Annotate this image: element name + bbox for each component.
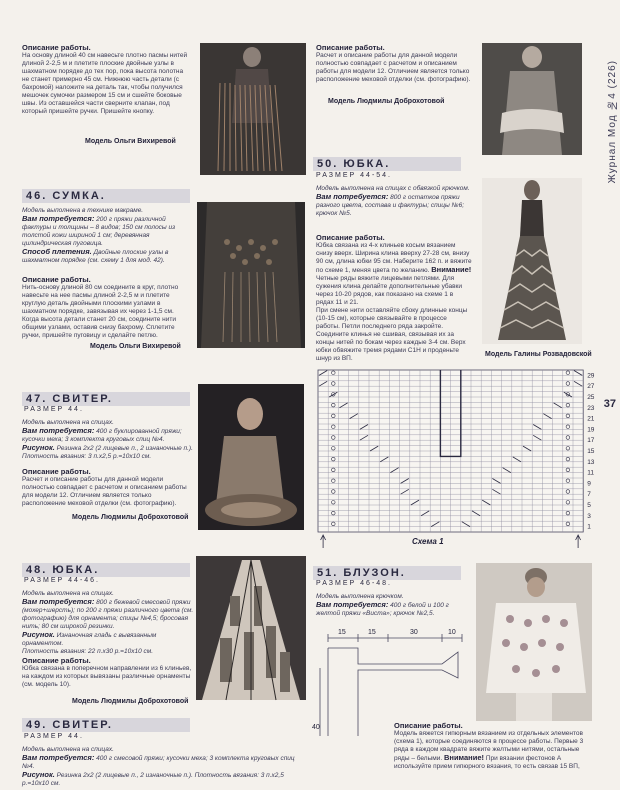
pattern-text: Резинка 2x2 (2 лицевые п., 2 изнаночные п.). bbox=[56, 445, 193, 452]
description-text: Модель вяжется гипюрным вязанием из отдельных элементов (схема 1), которые соединяются в процессе работы. Первые 3 ряда в каждом квадрате вяжите желтыми нитями, остальные ряды – белыми. bbox=[394, 730, 584, 762]
model-46-title: 46. СУМКА. bbox=[22, 189, 190, 203]
scheme-row-label: 21 bbox=[587, 415, 595, 423]
signature: Модель Людмилы Доброхотовой bbox=[72, 698, 189, 705]
model-50-materials bbox=[316, 185, 472, 227]
description-text-3: При смене нити оставляйте сбоку длинные концы (10-15 см), которые связывайте в процессе работы. Петли последнего ряда закройте. Соедините клинья не сшивая, связывая их за концы нитей по бокам через каждые 3-4 см. Верх юбки обвяжите тремя рядами С1Н и проденьте шнур из ВП. bbox=[316, 307, 468, 362]
model-48-size bbox=[24, 577, 100, 584]
scheme-caption: Схема 1 bbox=[412, 537, 444, 546]
size-label: РАЗМЕР bbox=[24, 733, 65, 740]
needs-text: 400 г буклированной пряжи; кусочки меха; 3 комплекта круговых спиц №4. bbox=[22, 428, 182, 443]
attention-label: Внимание! bbox=[431, 265, 472, 274]
dim-left: 40 bbox=[312, 724, 320, 731]
pattern-text: Резинка 2x2 (2 лицевые п., 2 изнаночные п.). Плотность вязания: 3 п.x2,5 р.=10x10 см. bbox=[22, 772, 284, 787]
pattern-label: Рисунок. bbox=[22, 443, 55, 452]
pattern-text: Изнаночная гладь с вывязанным орнаментом. bbox=[22, 632, 157, 647]
scheme-row-label: 19 bbox=[587, 426, 595, 434]
dim-4: 10 bbox=[448, 629, 456, 636]
photo-fur-sweater bbox=[198, 384, 304, 530]
description-heading: Описание работы. bbox=[22, 467, 91, 476]
description-text: Нить-основу длиной 80 см соедините в круг, плотно навесьте на нее пасмы длиной 2-2,5 м и плетите круглую деталь двойными плоскими узлами в шахматном порядке, завязывая их через 1-1,5 см. Когда высота детали станет 20 см, соедините нити общими узлами, оставив снизу бахрому. Сплетите ручки, пришейте пуговицу и сделайте петлю. bbox=[22, 284, 179, 339]
description-text: Расчет и описание работы для данной модели полностью совпадает с расчетом и описанием работы для модели 12. Отличием является только расположение меховой отделки (см. фотографию). bbox=[316, 52, 471, 83]
size-label: РАЗМЕР bbox=[316, 172, 357, 179]
model-51-description bbox=[394, 722, 594, 788]
description-text-1: Юбка связана из 4-х клиньев косым вязанием снизу вверх. Ширина клина вверху 27-28 см, внизу 90 см, длина юбки 95 см. Наберите 162 п. и вяжите по схеме 1, меняя цвета по желанию. bbox=[316, 242, 472, 274]
density-text: Плотность вязания: 3 п.x2,5 р.=10x10 см. bbox=[22, 453, 152, 460]
photo-fur-jacket bbox=[482, 43, 582, 155]
model-49-title: 49. СВИТЕР. bbox=[22, 718, 190, 732]
density-text: Плотность вязания: 22 п.x30 р.=10x10 см. bbox=[22, 648, 153, 655]
needs-text: 800 г остатков пряжи разного цвета, состава и фактуры; спицы №6; крючок №5. bbox=[316, 194, 465, 217]
model-51-materials bbox=[316, 593, 466, 625]
scheme-row-label: 5 bbox=[587, 502, 591, 509]
size-value: 44-54. bbox=[360, 172, 393, 179]
method-label: Способ плетения. bbox=[22, 247, 92, 256]
model-51-title: 51. БЛУЗОН. bbox=[313, 566, 461, 580]
signature: Модель Людмилы Доброхотовой bbox=[328, 98, 445, 105]
model-46-description bbox=[22, 276, 192, 344]
photo-fringe-bag bbox=[200, 43, 306, 175]
model-50-size bbox=[316, 172, 392, 179]
model-46-intro: Модель выполнена в технике макраме. bbox=[22, 207, 144, 214]
scheme-grid bbox=[312, 366, 610, 556]
needs-text: 400 г белой и 100 г желтой пряжи «Виста»; крючок №2,5. bbox=[316, 602, 449, 617]
scheme-row-label: 27 bbox=[587, 383, 595, 391]
signature: Модель Людмилы Доброхотовой bbox=[72, 514, 189, 521]
model-51-intro: Модель выполнена крючком. bbox=[316, 593, 404, 600]
model-49-size bbox=[24, 733, 84, 740]
model-51-size bbox=[316, 580, 392, 587]
photo-zigzag-skirt bbox=[482, 178, 582, 344]
patchwork-skirt-illustration bbox=[196, 556, 306, 700]
needs-label: Вам потребуется: bbox=[22, 597, 95, 606]
scheme-row-label: 29 bbox=[587, 372, 595, 380]
signature: Модель Ольги Вихиревой bbox=[90, 343, 181, 350]
needs-label: Вам потребуется: bbox=[22, 214, 95, 223]
needs-text: 400 г смесовой пряжи; кусочки меха; 3 комплекта круговых спиц №4. bbox=[22, 755, 295, 770]
scheme-1-chart bbox=[312, 366, 610, 556]
signature: Модель Ольги Вихиревой bbox=[85, 138, 176, 145]
model-47-intro: Модель выполнена на спицах. bbox=[22, 419, 114, 426]
model-50-intro: Модель выполнена на спицах с обвязкой крючком. bbox=[316, 185, 470, 192]
description-text: Юбка связана в поперечном направлении из 6 клиньев, на каждом из которых вывязаны различные орнаменты (см. модель 10). bbox=[22, 665, 192, 688]
description-heading: Описание работы. bbox=[316, 43, 385, 52]
scheme-row-label: 13 bbox=[587, 458, 595, 466]
size-value: 46-48. bbox=[360, 580, 393, 587]
description-heading: Описание работы. bbox=[22, 43, 91, 52]
model-47-size bbox=[24, 406, 84, 413]
scheme-row-label: 17 bbox=[587, 437, 595, 445]
photo-patchwork-skirt bbox=[196, 556, 306, 700]
signature: Модель Галины Розвадовской bbox=[485, 351, 592, 358]
dim-1: 15 bbox=[338, 629, 346, 636]
zigzag-skirt-illustration bbox=[482, 178, 582, 344]
scheme-row-label: 11 bbox=[587, 469, 594, 477]
blouson-illustration bbox=[476, 563, 592, 721]
model-46-materials bbox=[22, 207, 192, 275]
scheme-row-label: 25 bbox=[587, 394, 595, 401]
model-49-materials bbox=[22, 746, 306, 787]
size-label: РАЗМЕР bbox=[24, 577, 65, 584]
description-text-2: При вязании фестонов А используйте прием гипюрного вязания, то есть связав 15 ВП, bbox=[394, 755, 580, 770]
scheme-row-label: 23 bbox=[587, 404, 595, 412]
scheme-row-label: 7 bbox=[587, 491, 591, 499]
dim-3: 30 bbox=[410, 629, 418, 636]
scheme-row-label: 15 bbox=[587, 448, 595, 455]
needs-label: Вам потребуется: bbox=[316, 192, 389, 201]
fringe-bag-illustration bbox=[200, 43, 306, 175]
fur-jacket-illustration bbox=[482, 43, 582, 155]
method-text: Двойные плоские узлы в шахматном порядке (см. схему 1 для мод. 42). bbox=[22, 249, 169, 264]
description-heading: Описание работы. bbox=[22, 656, 91, 665]
scheme-row-label: 3 bbox=[587, 512, 591, 520]
model-48-intro: Модель выполнена на спицах. bbox=[22, 590, 114, 597]
model-47-materials bbox=[22, 419, 196, 465]
model-47-description bbox=[22, 468, 196, 518]
model-48-title: 48. ЮБКА. bbox=[22, 563, 190, 577]
model-50-title: 50. ЮБКА. bbox=[313, 157, 461, 171]
description-heading: Описание работы. bbox=[316, 233, 385, 242]
pattern-label: Рисунок. bbox=[22, 770, 55, 779]
model-50-description bbox=[316, 234, 472, 362]
needs-label: Вам потребуется: bbox=[316, 600, 389, 609]
scheme-row-label: 1 bbox=[587, 523, 591, 531]
model-49-intro: Модель выполнена на спицах. bbox=[22, 746, 114, 753]
needs-label: Вам потребуется: bbox=[22, 753, 95, 762]
model-47-title: 47. СВИТЕР. bbox=[22, 392, 190, 406]
size-value: 44. bbox=[68, 733, 84, 740]
size-value: 44. bbox=[68, 406, 84, 413]
macrame-bag-illustration bbox=[197, 202, 305, 348]
model-48-description bbox=[22, 657, 196, 697]
photo-macrame-bag bbox=[197, 202, 305, 348]
fur-sweater-illustration bbox=[198, 384, 304, 530]
attention-label: Внимание! bbox=[444, 753, 484, 762]
description-text-2: Четные ряды вяжите лицевыми петлями. Для сужения клина делайте дополнительные убавки через 10-20 рядов, как показано на схеме 1 в рядах 11 и 21. bbox=[316, 275, 463, 306]
pattern-label: Рисунок. bbox=[22, 630, 55, 639]
needs-text: 200 г пряжи различной фактуры и толщины – 8 видов; 150 см полосы из толстой кожи шириной 1 см; деревянная цилиндрическая пуговица. bbox=[22, 216, 176, 247]
size-label: РАЗМЕР bbox=[24, 406, 65, 413]
description-heading: Описание работы. bbox=[22, 275, 91, 284]
size-value: 44-46. bbox=[68, 577, 101, 584]
dim-2: 15 bbox=[368, 629, 376, 636]
scheme-row-label: 9 bbox=[587, 480, 591, 488]
journal-title: Журнал Мод №4 (226) bbox=[607, 60, 618, 184]
description-heading: Описание работы. bbox=[394, 721, 463, 730]
page-number: 37 bbox=[603, 398, 616, 410]
description-text: Расчет и описание работы для данной модели полностью совпадает с расчетом и описанием работы для модели 12. Отличием является только расположение меховой отделки (см. фотографию). bbox=[22, 476, 187, 507]
model-48-materials bbox=[22, 590, 196, 655]
size-label: РАЗМЕР bbox=[316, 580, 357, 587]
photo-blouson bbox=[476, 563, 592, 721]
needs-label: Вам потребуется: bbox=[22, 426, 95, 435]
top-left-description bbox=[22, 44, 190, 164]
needs-text: 800 г бежевой смесовой пряжи (мохер+шерсть); по 200 г пряжи различного цвета (см. фотографию) для орнамента; спицы №4,5; бросовая нить; 80 см широкой резинки. bbox=[22, 599, 194, 630]
description-text: На основу длиной 40 см навесьте плотно пасмы нитей длиной 2-2,5 м и плетите плоские двойные узлы в шахматном порядке до тех пор, пока высота полотна не станет примерно 45 см. Нижнюю часть детали (с бахромой) наложите на деталь так, чтобы получился мешочек сумочки размером 15 см и сшейте боковые швы. Из оставшейся части сверните клапан, под который пришейте ручки. Пришейте кнопку. bbox=[22, 52, 188, 115]
